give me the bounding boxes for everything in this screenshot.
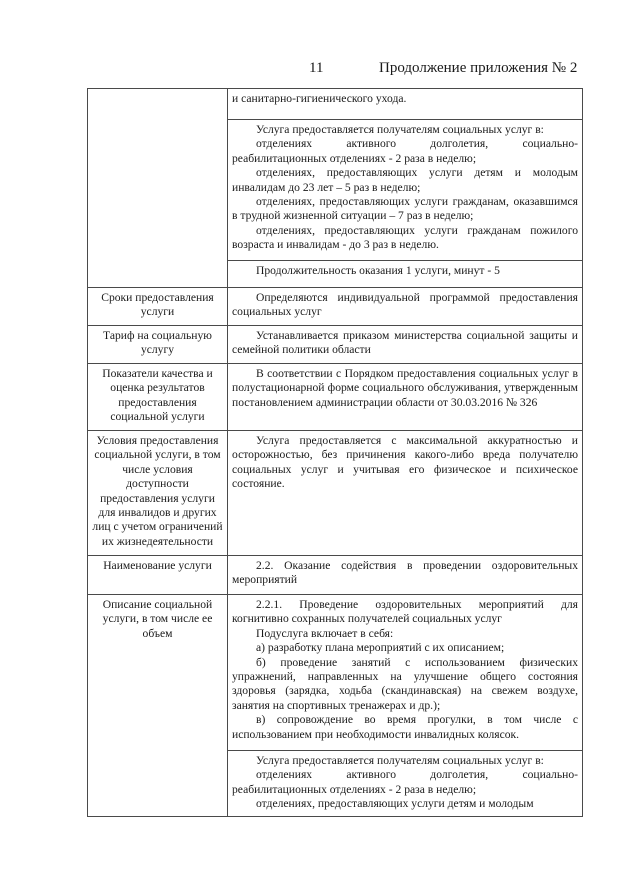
- table-row: [88, 595, 583, 751]
- value-cell: [228, 120, 583, 261]
- page-number: 11: [309, 60, 324, 76]
- label-cell: Показатели качества и оценка результатов предоставления социальной услуги: [88, 364, 228, 431]
- list-item: отделениях активного долголетия, социально-реабилитационных отделениях - 2 раза в неделю;: [232, 137, 578, 165]
- value-cell: [228, 326, 583, 364]
- table-row: [88, 431, 583, 556]
- subservice-title: 2.2.1. Проведение оздоровительных мероприятий для когнитивно сохранных получателей социальных услуг: [232, 598, 578, 626]
- list-item: б) проведение занятий с использованием физических упражнений, направленных на улучшение общего состояния здоровья (зарядка, ходьба (скандинавская) на свежем воздухе, занятия на спортивных тренажерах и др.);: [232, 655, 578, 712]
- list-item: отделениях активного долголетия, социально-реабилитационных отделениях - 2 раза в неделю;: [232, 768, 578, 796]
- cell-text: Услуга предоставляется получателям социальных услуг в:: [256, 123, 544, 136]
- table-row: [88, 556, 583, 595]
- label-cell: Описание социальной услуги, в том числе ее объем: [88, 595, 228, 817]
- table-row: [88, 364, 583, 431]
- list-item: а) разработку плана мероприятий с их описанием;: [256, 641, 505, 655]
- value-cell: [228, 751, 583, 817]
- cell-text: Услуга предоставляется с максимальной аккуратностью и осторожностью, без причинения какого-либо вреда получателю социальных услуг и учитывая его физическое и психическое состояние.: [232, 434, 578, 491]
- value-cell: [228, 261, 583, 288]
- continuation-heading: Продолжение приложения № 2: [379, 60, 578, 76]
- value-cell: [228, 556, 583, 595]
- cell-text: Подуслуга включает в себя:: [256, 626, 394, 640]
- label-cell: Наименование услуги: [88, 556, 228, 595]
- table-row: [88, 288, 583, 326]
- label-cell: Сроки предоставления услуги: [88, 288, 228, 326]
- cell-text: Продолжительность оказания 1 услуги, минут - 5: [256, 264, 500, 277]
- table-row: [88, 326, 583, 364]
- cell-text: Устанавливается приказом министерства социальной защиты и семейной политики области: [232, 329, 578, 357]
- label-cell: [88, 89, 228, 288]
- list-item: в) сопровождение во время прогулки, в том числе с использованием при необходимости инвалидных колясок.: [232, 713, 578, 741]
- list-item: отделениях, предоставляющих услуги гражданам пожилого возраста и инвалидам - до 3 раз в неделю.: [232, 223, 578, 252]
- cell-text: В соответствии с Порядком предоставления социальных услуг в полустационарной форме социального обслуживания, утвержденным постановлением администрации области от 30.03.2016 № 326: [232, 367, 578, 409]
- cell-text: и санитарно-гигиенического ухода.: [232, 92, 407, 105]
- cell-text: Услуга предоставляется получателям социальных услуг в:: [256, 754, 544, 767]
- table-row: [88, 89, 583, 120]
- label-cell: Условия предоставления социальной услуги, в том числе условия доступности предоставления услуги для инвалидов и других лиц с учетом ограничений их жизнедеятельности: [88, 431, 228, 556]
- value-cell: [228, 431, 583, 556]
- list-item: отделениях, предоставляющих услуги детям и молодым: [256, 797, 534, 811]
- label-cell: Тариф на социальную услугу: [88, 326, 228, 364]
- list-item: отделениях, предоставляющих услуги гражданам, оказавшимся в трудной жизненной ситуации – 7 раз в неделю;: [232, 195, 578, 223]
- value-cell: [228, 364, 583, 431]
- value-cell: [228, 595, 583, 751]
- list-item: отделениях, предоставляющих услуги детям и молодым инвалидам до 23 лет – 5 раз в неделю;: [232, 166, 578, 194]
- cell-text: 2.2. Оказание содействия в проведении оздоровительных мероприятий: [232, 559, 578, 587]
- value-cell: [228, 288, 583, 326]
- cell-text: Определяются индивидуальной программой предоставления социальных услуг: [232, 291, 578, 319]
- value-cell: [228, 89, 583, 120]
- service-table: [87, 88, 583, 817]
- page-header: [0, 60, 640, 80]
